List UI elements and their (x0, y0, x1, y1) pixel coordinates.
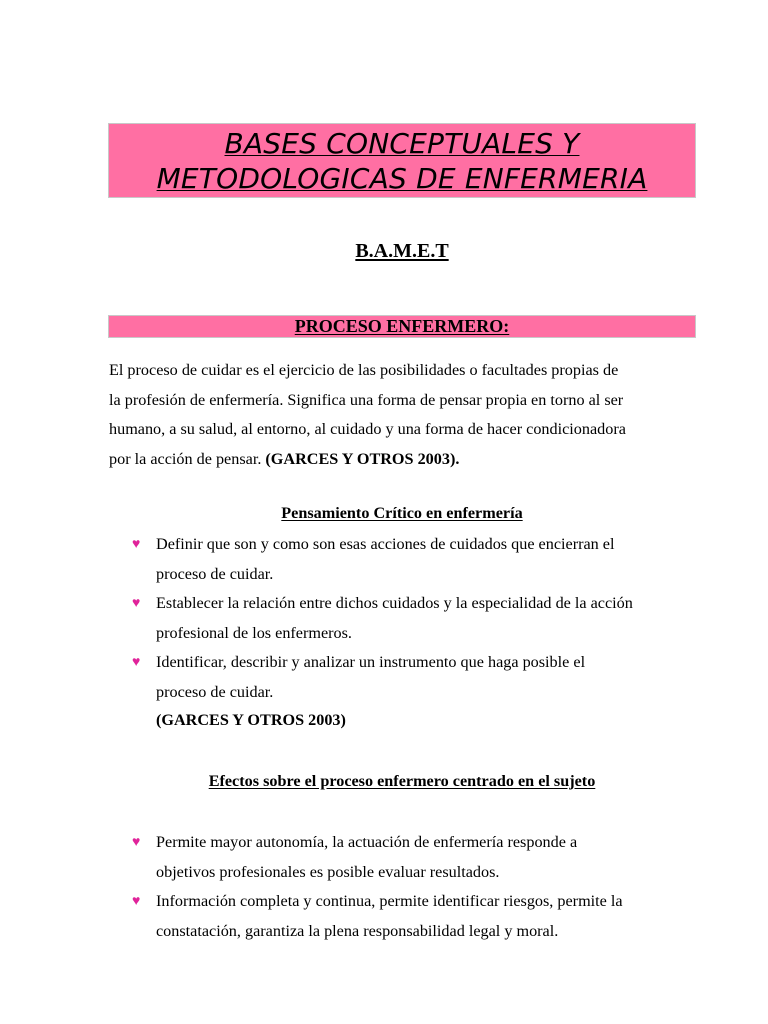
list-item (130, 648, 633, 707)
list-item-line: Permite mayor autonomía, la actuación de enfermería responde a (156, 833, 578, 851)
document-subtitle: B.A.M.E.T (355, 240, 449, 262)
effects-heading: Efectos sobre el proceso enfermero centrado en el sujeto (208, 772, 596, 790)
list-item-line: objetivos profesionales es posible evaluar resultados. (156, 862, 500, 881)
intro-paragraph (109, 356, 699, 474)
critical-thinking-list (130, 530, 633, 707)
list-item-line: proceso de cuidar. (156, 682, 274, 701)
list-item-line: profesional de los enfermeros. (156, 623, 352, 642)
list-item-line: Definir que son y como son esas acciones de cuidados que encierran el (156, 535, 615, 553)
list-item-line: Información completa y continua, permite identificar riesgos, permite la (156, 892, 623, 910)
intro-line-4-text: por la acción de pensar. (109, 449, 262, 468)
list-item-line: Establecer la relación entre dichos cuidados y la especialidad de la acción (156, 594, 633, 612)
intro-line-4 (109, 445, 699, 475)
intro-line-3: humano, a su salud, al entorno, al cuidado y una forma de hacer condicionadora (109, 420, 626, 438)
list-item-line: Identificar, describir y analizar un instrumento que haga posible el (156, 653, 586, 671)
document-title-banner (108, 123, 696, 198)
list-item-line: proceso de cuidar. (156, 564, 274, 583)
list-item-line: constatación, garantiza la plena responsabilidad legal y moral. (156, 921, 559, 940)
title-line-2: METODOLOGICAS DE ENFERMERIA (156, 162, 648, 195)
critical-thinking-citation: (GARCES Y OTROS 2003) (156, 711, 346, 729)
list-item (130, 887, 623, 946)
heart-icon: ♥ (132, 835, 141, 850)
intro-line-1: El proceso de cuidar es el ejercicio de las posibilidades o facultades propias de (109, 361, 619, 379)
intro-citation: (GARCES Y OTROS 2003). (265, 449, 460, 468)
heart-icon: ♥ (132, 894, 141, 909)
intro-line-2: la profesión de enfermería. Significa una forma de pensar propia en torno al ser (109, 390, 624, 409)
heart-icon: ♥ (132, 655, 141, 670)
heart-icon: ♥ (132, 537, 141, 552)
heart-icon: ♥ (132, 596, 141, 611)
effects-list (130, 828, 623, 946)
list-item (130, 589, 633, 648)
list-item (130, 530, 633, 589)
title-line-1: BASES CONCEPTUALES Y (224, 127, 580, 160)
list-item (130, 828, 623, 887)
section-banner-proceso-enfermero: PROCESO ENFERMERO: (108, 315, 696, 338)
critical-thinking-heading: Pensamiento Crítico en enfermería (281, 504, 523, 522)
